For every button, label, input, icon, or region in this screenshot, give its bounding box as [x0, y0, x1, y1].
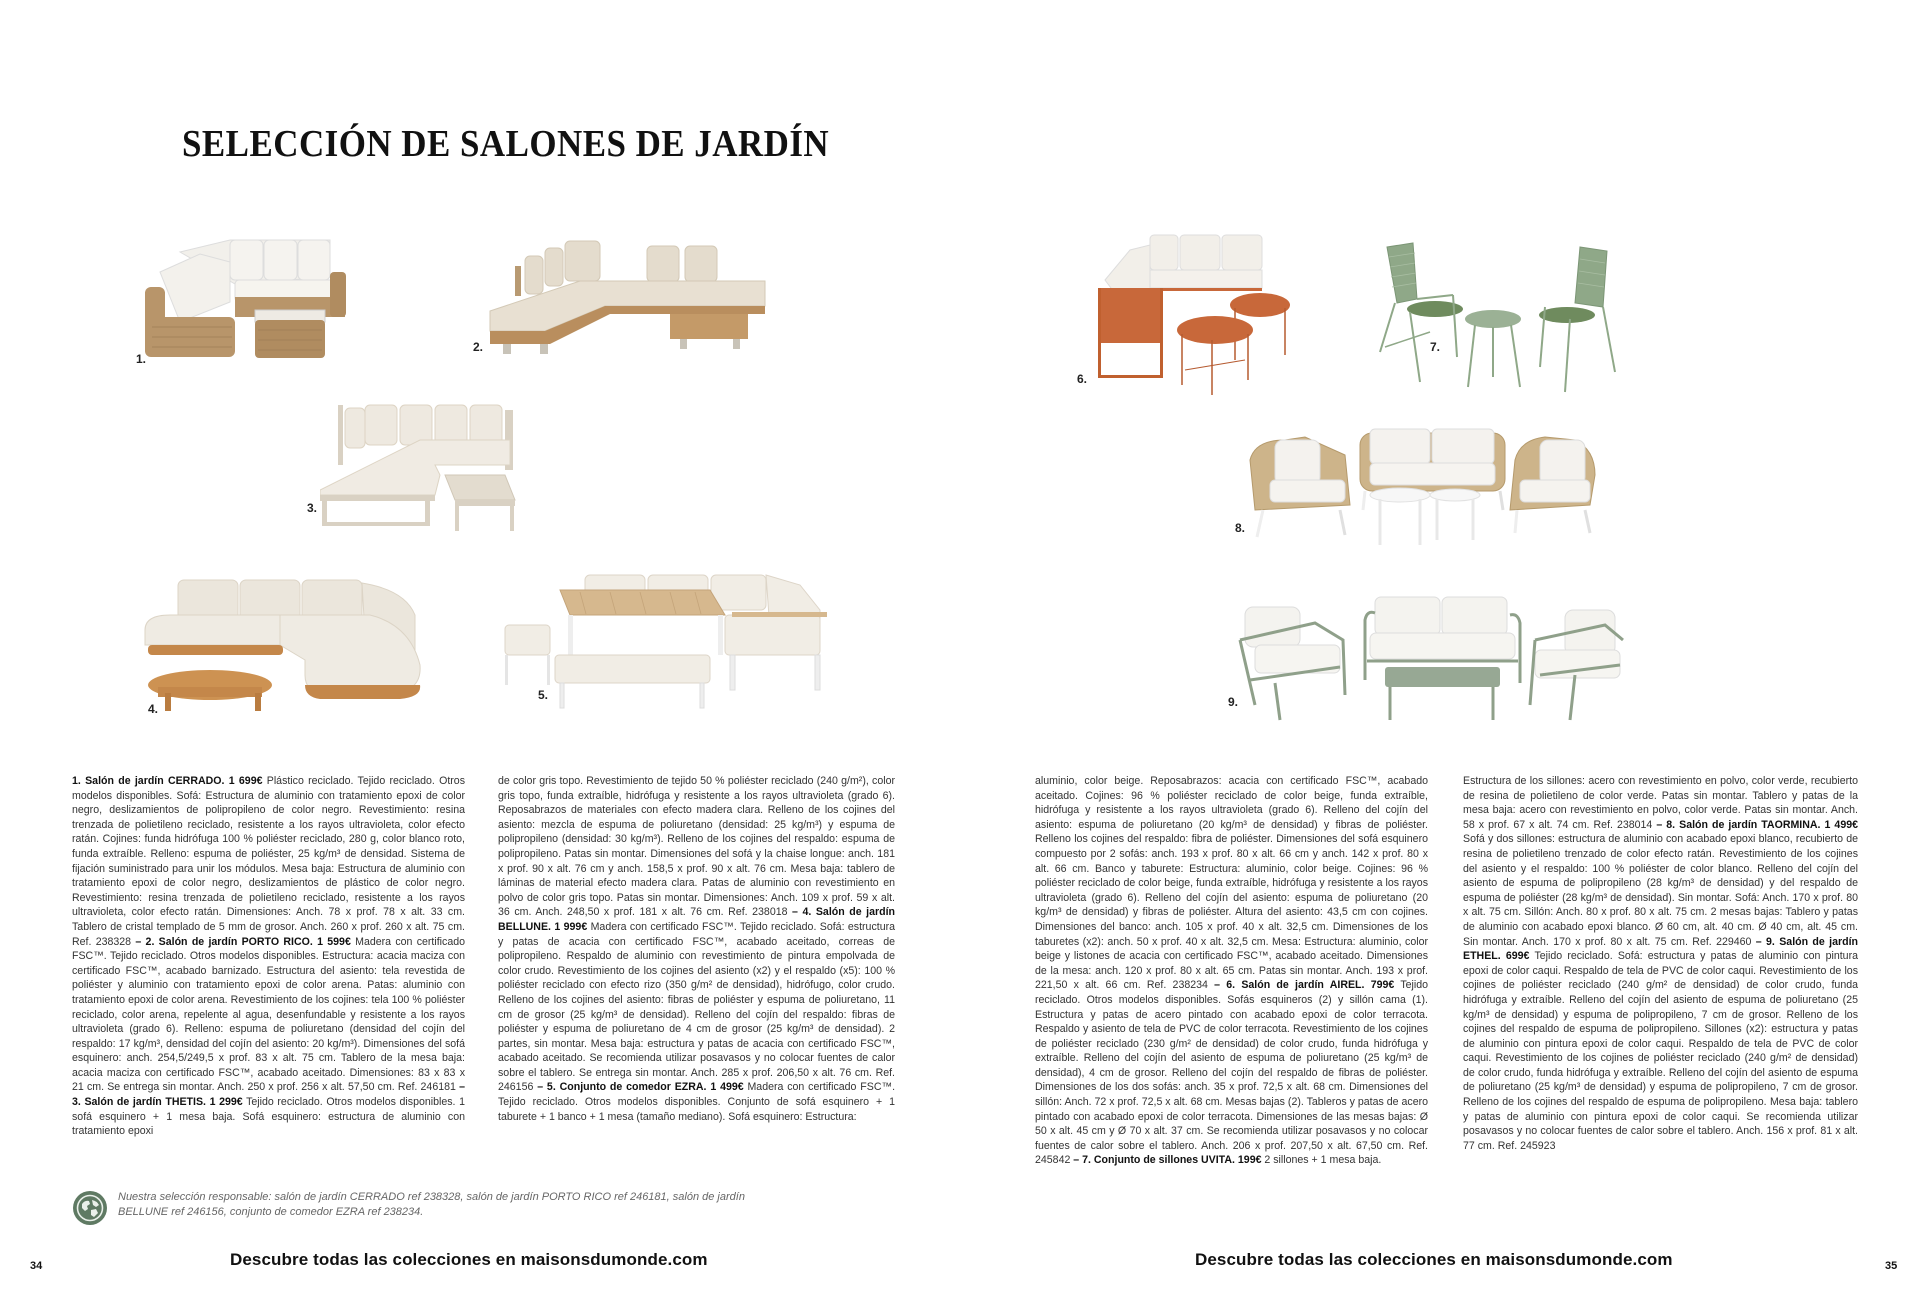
product-number-8: 8. — [1235, 521, 1246, 535]
product-heading-bellune: – 4. Salón de jardín BELLUNE. 1 999€ — [498, 906, 895, 933]
page-title: SELECCIÓN DE SALONES DE JARDÍN — [182, 123, 830, 165]
page-number: 35 — [1885, 1260, 1898, 1272]
product-description: Estructura de los sillones: acero con revestimiento en polvo, color verde, recubierto de resina de polietileno de color verde. Patas sin montar. Tablero y patas de la mesa baja: acero con revestimiento en polvo, color verde. Patas sin montar. Anch. 58 x prof. 67 x alt. 74 cm. Ref. 238014 — [1463, 775, 1858, 831]
product-description: Madera con certificado FSC™. Tejido reciclado. Otros modelos disponibles. Estructura: acacia maciza con certificado FSC™, acabado barnizado. Estructura del asiento: tela revestida de poliéster y aluminio con tratamiento epoxi de color arena. Patas: aluminio con tratamiento epoxi de color arena. Revestimiento de los cojines: tela 100 % poliéster reciclado, color arena, repelente al agua, desenfundable y resistente a los rayos ultravioleta (grado 6). Relleno: espuma de poliuretano (densidad del cojín del respaldo: 17 kg/m³, densidad del cojín del asiento: 20 kg/m³). Dimensiones del sofá esquinero: anch. 254,5/249,5 x prof. 83 x alt. 75 cm. Tablero de la mesa baja: acacia maciza con certificado FSC™, acabado aceitado. Dimensiones: 83 x 83 x 21 cm. Se entrega sin montar. Anch. 250 x prof. 256 x alt. 57,50 cm. Ref. 246181 — [72, 935, 465, 1094]
product-number-3: 3. — [307, 501, 318, 515]
product-image-taormina — [1245, 425, 1605, 550]
product-image-bellune — [140, 575, 440, 715]
product-heading-taormina: – 8. Salón de jardín TAORMINA. 1 499€ — [1656, 818, 1858, 831]
product-description: Plástico reciclado. Tejido reciclado. Otros modelos disponibles. Sofá: Estructura de aluminio con tratamiento epoxi de color negro, deslizamientos de polipropileno de color negro. Revestimiento: resina trenzada de polietileno reciclado, resistente a los rayos ultravioleta, color efecto ratán. Cojines: funda hidrófuga 100 % poliéster reciclado, 280 g, color blanco roto, funda extraíble. Relleno: espuma de poliéster, 25 kg/m³ de densidad. Sistema de fijación suministrado para unir los módulos. Mesa baja: Estructura de aluminio con tratamiento epoxi de color negro, deslizamientos de plástico de color negro. Revestimiento: resina trenzada de polietileno reciclado, resistente a los rayos ultravioleta, color efecto ratán. Dimensiones: Anch. 78 x prof. 78 x alt. 33 cm. Tablero de cristal templado de 5 mm de grosor. Anch. 260 x prof. 260 x alt. 75 cm. Ref. 238328 — [72, 775, 465, 948]
product-image-porto-rico — [485, 236, 845, 356]
product-number-7: 7. — [1430, 340, 1441, 354]
text-column-1 — [72, 774, 465, 1139]
product-number-9: 9. — [1228, 695, 1239, 709]
product-number-1: 1. — [136, 352, 147, 366]
product-heading-uvita: – 7. Conjunto de sillones UVITA. 199€ — [1073, 1154, 1262, 1167]
text-column-4 — [1463, 774, 1858, 1153]
product-description: aluminio, color beige. Reposabrazos: acacia con certificado FSC™, acabado aceitado. Cojines: 96 % poliéster reciclado de color beige, funda extraíble, hidrófuga y resistente a los rayos ultravioleta (grado 6). Relleno del cojín del asiento: espuma de poliuretano (20 kg/m³ de densidad) y fibras de poliéster. Relleno los cojines del respaldo: fibra de poliéster. Dimensiones del sofá esquinero compuesto por 2 sofás: anch. 193 x prof. 80 x alt. 66 cm y anch. 142 x prof. 80 x alt. 66 cm. Banco y taburete: Estructura: aluminio, color beige. Cojines: 96 % poliéster reciclado de color beige, funda extraíble, hidrófuga y resistente a los rayos ultravioleta (grado 6). Relleno del cojín del asiento: espuma de poliuretano (20 kg/m³ de densidad) y fibras de poliéster. Altura del asiento: 43,5 cm con cojines. Dimensiones del banco: anch. 105 x prof. 40 x alt. 32,5 cm. Dimensiones de los taburetes (x2): anch. 50 x prof. 40 x alt. 32,5 cm. Mesa: Estructura: aluminio, color beige y listones de acacia con certificado FSC™, acabado aceitado. Dimensiones de la mesa: anch. 120 x prof. 80 x alt. 65 cm. Patas sin montar. Anch. 193 x prof. 221,50 x alt. 66 cm. Ref. 238234 — [1035, 775, 1428, 992]
earth-icon — [72, 1190, 108, 1226]
right-page — [960, 0, 1920, 1296]
product-image-uvita — [1375, 237, 1625, 397]
product-image-ezra — [500, 570, 840, 710]
product-description: Sofá y dos sillones: estructura de aluminio con acabado epoxi blanco, recubierto de resina de polietileno trenzado de color efecto ratán. Revestimiento de los cojines del asiento y el respaldo: 100 % poliéster de color blanco. Relleno del cojín del asiento de espuma de polipropileno (28 kg/m³ de densidad) y del respaldo de espuma de poliéster (28 kg/m³ de densidad). Sin montar. Sofá: Anch. 170 x prof. 80 x alt. 75 cm. Sillón: Anch. 80 x prof. 80 x alt. 75 cm. 2 mesas bajas: Tablero y patas de aluminio con acabado epoxi blanco. Ø 60 cm, alt. 40 cm. Ø 40 cm, alt. 45 cm. Sin montar. Anch. 170 x prof. 80 x alt. 75 cm. Ref. 229460 — [1463, 833, 1858, 948]
product-number-6: 6. — [1077, 372, 1088, 386]
product-image-cerrado — [140, 232, 400, 362]
product-number-4: 4. — [148, 702, 159, 716]
product-heading-airel: – 6. Salón de jardín AIREL. 799€ — [1214, 979, 1395, 992]
product-heading-thetis: – 3. Salón de jardín THETIS. 1 299€ — [72, 1081, 465, 1109]
product-image-airel — [1090, 230, 1310, 395]
product-heading-ezra: – 5. Conjunto de comedor EZRA. 1 499€ — [537, 1081, 744, 1094]
responsible-selection-note — [72, 1190, 758, 1226]
responsible-selection-text: Nuestra selección responsable: salón de jardín CERRADO ref 238328, salón de jardín PORTO RICO ref 246181, salón de jardín BELLUNE ref 246156, conjunto de comedor EZRA ref 238234. — [118, 1191, 745, 1218]
product-heading-cerrado: 1. Salón de jardín CERRADO. 1 699€ — [72, 775, 263, 787]
product-description: Tejido reciclado. Otros modelos disponibles. 1 sofá esquinero + 1 mesa baja. Sofá esquinero: estructura de aluminio con tratamiento epoxi — [72, 1096, 465, 1138]
website-cta: Descubre todas las colecciones en maisonsdumonde.com — [230, 1250, 708, 1269]
product-image-thetis — [320, 400, 600, 535]
product-description: Madera con certificado FSC™. Tejido reciclado. Otros modelos disponibles. Conjunto de sofá esquinero + 1 taburete + 1 banco + 1 mesa (tamaño mediano). Sofá esquinero: Estructura: — [498, 1081, 896, 1123]
text-column-2 — [498, 774, 895, 1124]
product-heading-porto-rico: – 2. Salón de jardín PORTO RICO. 1 599€ — [135, 935, 351, 948]
product-description: Madera con certificado FSC™. Tejido reciclado. Sofá: estructura y patas de acacia con certificado FSC™, acabado aceitado, correas de polipropileno. Respaldo de aluminio con revestimiento de pintura empolvada de color crudo. Revestimiento de los cojines del asiento (x2) y el respaldo (x5): 100 % poliéster reciclado con efecto rizo (350 g/m² de densidad), hidrófugo, color crudo. Relleno de los cojines del asiento: fibras de poliéster y espuma de poliuretano, 11 cm de grosor (25 kg/m³ de densidad). Relleno del cojín del respaldo: fibras de poliéster y espuma de poliuretano de 4 cm de grosor (25 kg/m³ de densidad). 2 partes, sin montar. Mesa baja: estructura y patas de acacia con certificado FSC™, acabado aceitado. Se recomienda utilizar posavasos y no colocar fuentes de calor sobre el tablero. Se entrega sin montar. Anch. 285 x prof. 206,50 x alt. 76 cm. Ref. 246156 — [498, 920, 895, 1094]
product-number-2: 2. — [473, 340, 484, 354]
text-column-3 — [1035, 774, 1428, 1168]
product-description: Tejido reciclado. Sofá: estructura y patas de aluminio con pintura epoxi de color caqui. Respaldo de tela de PVC de color caqui. Revestimiento de los cojines de poliéster reciclado (240 g/m² de densidad) de color crudo, funda hidrófuga y extraíble. Relleno del cojín del asiento de espuma de poliuretano (25 kg/m³ de densidad) y espuma de polipropileno, 7 cm de grosor. Relleno de los cojines del respaldo de espuma de polipropileno. Sillones (x2): estructura y patas de aluminio con pintura epoxi de color caqui. Respaldo de tela de PVC de color caqui. Revestimiento de los cojines de poliéster reciclado (240 g/m² de densidad) de color crudo, funda hidrófuga y extraíble. Relleno del cojín del asiento de espuma de poliuretano (25 kg/m³ de densidad) y espuma de polipropileno, 7 cm de grosor. Relleno de los cojines del respaldo de espuma de polipropileno. Mesa baja: tablero y patas de aluminio con pintura epoxi de color caqui. Se recomienda utilizar posavasos y no colocar fuentes de calor sobre el tablero. Anch. 156 x prof. 81 x alt. 77 cm. Ref. 245923 — [1463, 950, 1858, 1152]
product-description: de color gris topo. Revestimiento de tejido 50 % poliéster reciclado (240 g/m²), color gris topo, funda extraíble, hidrófuga y resistente a los rayos ultravioleta (grado 6). Reposabrazos de materiales con efecto madera clara. Relleno de los cojines del asiento: mezcla de espuma de poliuretano (densidad: 25 kg/m³) y espuma de polipropileno (densidad: 30 kg/m³). Relleno de los cojines del respaldo: espuma de polipropileno. Patas sin montar. Dimensiones del sofá y la chaise longue: anch. 181 x prof. 90 x alt. 76 cm y anch. 158,5 x prof. 90 x alt. 76 cm. Mesa baja: tablero de láminas de material efecto madera clara. Patas de aluminio con revestimiento en polvo de color gris topo. Patas sin montar. Dimensiones: Anch. 109 x prof. 59 x alt. 36 cm. Anch. 248,50 x prof. 181 x alt. 76 cm. Ref. 238018 — [498, 775, 895, 919]
product-heading-ethel: – 9. Salón de jardín ETHEL. 699€ — [1463, 935, 1858, 963]
product-description: 2 sillones + 1 mesa baja. — [1261, 1154, 1382, 1167]
product-number-5: 5. — [538, 688, 549, 702]
product-image-ethel — [1235, 595, 1625, 725]
website-cta: Descubre todas las colecciones en maisonsdumonde.com — [1195, 1250, 1673, 1269]
page-number: 34 — [30, 1260, 43, 1272]
product-description: Tejido reciclado. Otros modelos disponibles. Sofás esquineros (2) y sillón cama (1). Estructura y patas de acero pintado con acabado epoxi de color terracota. Respaldo y asiento de tela de PVC de color terracota. Revestimiento de los cojines de poliéster reciclado (230 g/m² de densidad) de color crudo, funda hidrófuga y extraíble. Relleno del cojín del asiento de espuma de poliuretano (25 kg/m³ de densidad), 4 cm de grosor. Relleno del cojín del respaldo de fibras de poliéster. Dimensiones de los dos sofás: anch. 35 x prof. 72,5 x alt. 68 cm. Dimensiones del sillón: Anch. 72 x prof. 72,5 x alt. 68 cm. Mesas bajas (2). Tableros y patas de acero pintado con acabado epoxi de color terracota. Dimensiones de las mesas bajas: Ø 50 x alt. 45 cm y Ø 70 x alt. 37 cm. Se recomienda utilizar posavasos y no colocar fuentes de calor sobre el tablero. Anch. 206 x prof. 207,50 x alt. 67,50 cm. Ref. 245842 — [1035, 979, 1428, 1167]
